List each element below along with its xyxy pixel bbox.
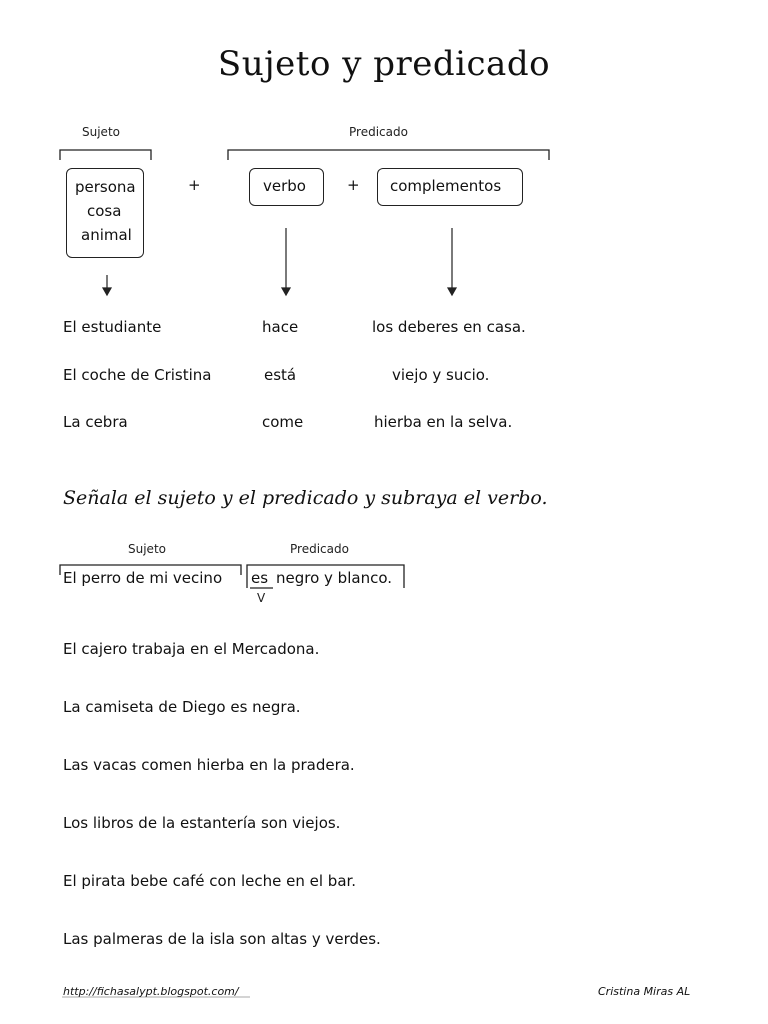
exercise-sentence: Las vacas comen hierba en la pradera. (63, 756, 355, 774)
plus-sign: + (188, 176, 201, 194)
exercise-sentence: La camiseta de Diego es negra. (63, 698, 301, 716)
subject-box-item: persona (75, 178, 136, 196)
subject-box (66, 168, 144, 258)
model-predicate-label: Predicado (290, 542, 349, 556)
example-subject: El coche de Cristina (63, 366, 212, 384)
footer-url[interactable]: http://fichasalypt.blogspot.com/ (63, 985, 239, 998)
predicate-bracket (228, 150, 549, 160)
example-verb: come (262, 413, 304, 431)
example-verb: está (264, 366, 297, 384)
exercise-sentence: El pirata bebe café con leche en el bar. (63, 872, 357, 890)
exercise-sentence: El cajero trabaja en el Mercadona. (63, 640, 320, 658)
subject-box-item: cosa (87, 202, 122, 220)
instruction: Señala el sujeto y el predicado y subraya el verbo. (63, 487, 548, 509)
subject-label: Sujeto (82, 125, 120, 139)
model-subject-label: Sujeto (128, 542, 166, 556)
example-subject: El estudiante (63, 318, 162, 336)
example-subject: La cebra (63, 413, 128, 431)
example-verb: hace (262, 318, 299, 336)
model-verb: es (251, 569, 269, 587)
exercise-sentence: Las palmeras de la isla son altas y verdes. (63, 930, 381, 948)
complements-box (377, 168, 523, 206)
complements-box-label: complementos (390, 177, 502, 195)
verb-box-label: verbo (263, 177, 306, 195)
exercise-sentence: Los libros de la estantería son viejos. (63, 814, 341, 832)
verb-box (249, 168, 324, 206)
verb-mark: V (257, 591, 266, 605)
page-title: Sujeto y predicado (217, 44, 551, 84)
example-complement: viejo y sucio. (392, 366, 490, 384)
model-subject: El perro de mi vecino (63, 569, 223, 587)
subject-box-item: animal (81, 226, 132, 244)
subject-bracket (60, 150, 151, 160)
example-complement: los deberes en casa. (372, 318, 526, 336)
plus-sign: + (347, 176, 360, 194)
model-rest: negro y blanco. (276, 569, 393, 587)
example-complement: hierba en la selva. (374, 413, 513, 431)
predicate-label: Predicado (349, 125, 408, 139)
footer-author: Cristina Miras AL (598, 985, 691, 998)
